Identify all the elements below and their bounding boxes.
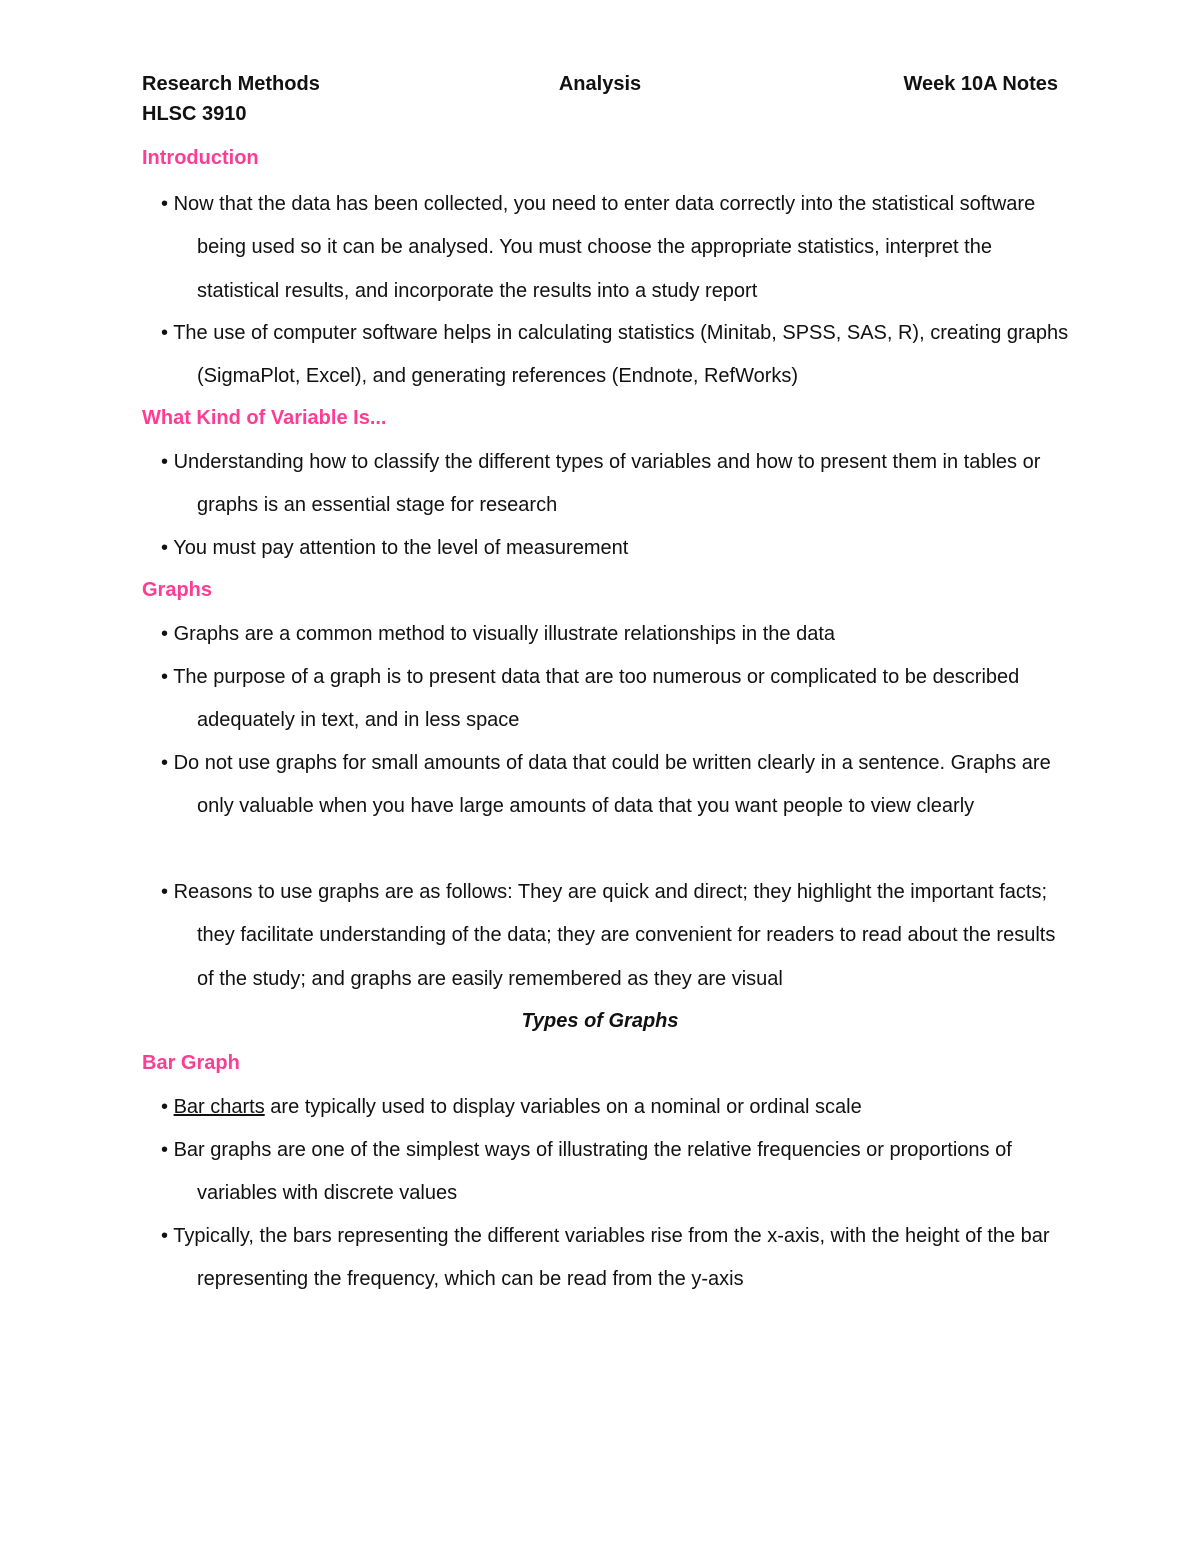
bullet-icon: • <box>161 666 169 688</box>
bullet-text: Now that the data has been collected, you need to enter data correctly into the statistical software being used so it can be analysed. You must choose the appropriate statistics, interpret the statistical results, and incorporate the results into a study report <box>173 193 1036 302</box>
bullet-text: Reasons to use graphs are as follows: They are quick and direct; they highlight the important facts; they facilitate understanding of the data; they are convenient for readers to read about the results of the study; and graphs are easily remembered as they are visual <box>173 881 1056 990</box>
bullet-text: Typically, the bars representing the different variables rise from the x-axis, with the height of the bar representing the frequency, which can be read from the y-axis <box>173 1225 1050 1291</box>
bullet-icon: • <box>161 623 169 645</box>
list-item <box>142 656 1072 743</box>
bullet-text: Do not use graphs for small amounts of data that could be written clearly in a sentence. Graphs are only valuable when you have large amounts of data that you want people to view clearly <box>173 752 1051 818</box>
bullet-icon: • <box>161 1096 169 1118</box>
list-item <box>142 441 1072 528</box>
bullet-text: The purpose of a graph is to present data that are too numerous or complicated to be described adequately in text, and in less space <box>173 666 1020 732</box>
bullet-icon: • <box>161 881 169 903</box>
bullet-text: are typically used to display variables on a nominal or ordinal scale <box>264 1096 862 1118</box>
heading-introduction: Introduction <box>142 147 259 169</box>
bullet-text: You must pay attention to the level of measurement <box>168 537 629 559</box>
bullet-icon: • <box>161 322 169 344</box>
heading-variable: What Kind of Variable Is... <box>142 407 387 429</box>
types-of-graphs-title: Types of Graphs <box>521 1010 679 1032</box>
list-item <box>142 312 1072 399</box>
list-item <box>142 527 1072 570</box>
bullet-icon: • <box>161 1139 169 1161</box>
header-center: Analysis <box>558 73 642 95</box>
bullet-text: The use of computer software helps in calculating statistics (Minitab, SPSS, SAS, R), creating graphs (SigmaPlot, Excel), and generating references (Endnote, RefWorks) <box>173 322 1069 388</box>
list-item <box>142 613 1072 656</box>
bullet-text: Understanding how to classify the different types of variables and how to present them in tables or graphs is an essential stage for research <box>173 451 1041 517</box>
list-item <box>142 1215 1072 1302</box>
bullet-icon: • <box>161 1225 169 1247</box>
heading-graphs: Graphs <box>142 579 213 601</box>
bullet-icon: • <box>161 451 169 473</box>
bullet-text: Graphs are a common method to visually illustrate relationships in the data <box>173 623 836 645</box>
header-right: Week 10A Notes <box>903 73 1058 95</box>
bullet-icon: • <box>161 537 169 559</box>
page-header <box>142 73 1058 99</box>
header-left: Research Methods <box>142 73 320 95</box>
list-item <box>142 1129 1072 1216</box>
bar-charts-term: Bar charts <box>173 1096 265 1118</box>
list-item <box>142 1086 1072 1129</box>
list-item <box>142 871 1072 1001</box>
heading-bar-graph: Bar Graph <box>142 1052 240 1074</box>
bullet-icon: • <box>161 193 169 215</box>
bullet-text: Bar graphs are one of the simplest ways of illustrating the relative frequencies or proportions of variables with discrete values <box>173 1139 1012 1205</box>
list-item <box>142 742 1072 829</box>
bullet-icon: • <box>161 752 169 774</box>
course-code: HLSC 3910 <box>142 103 247 125</box>
list-item <box>142 183 1072 313</box>
